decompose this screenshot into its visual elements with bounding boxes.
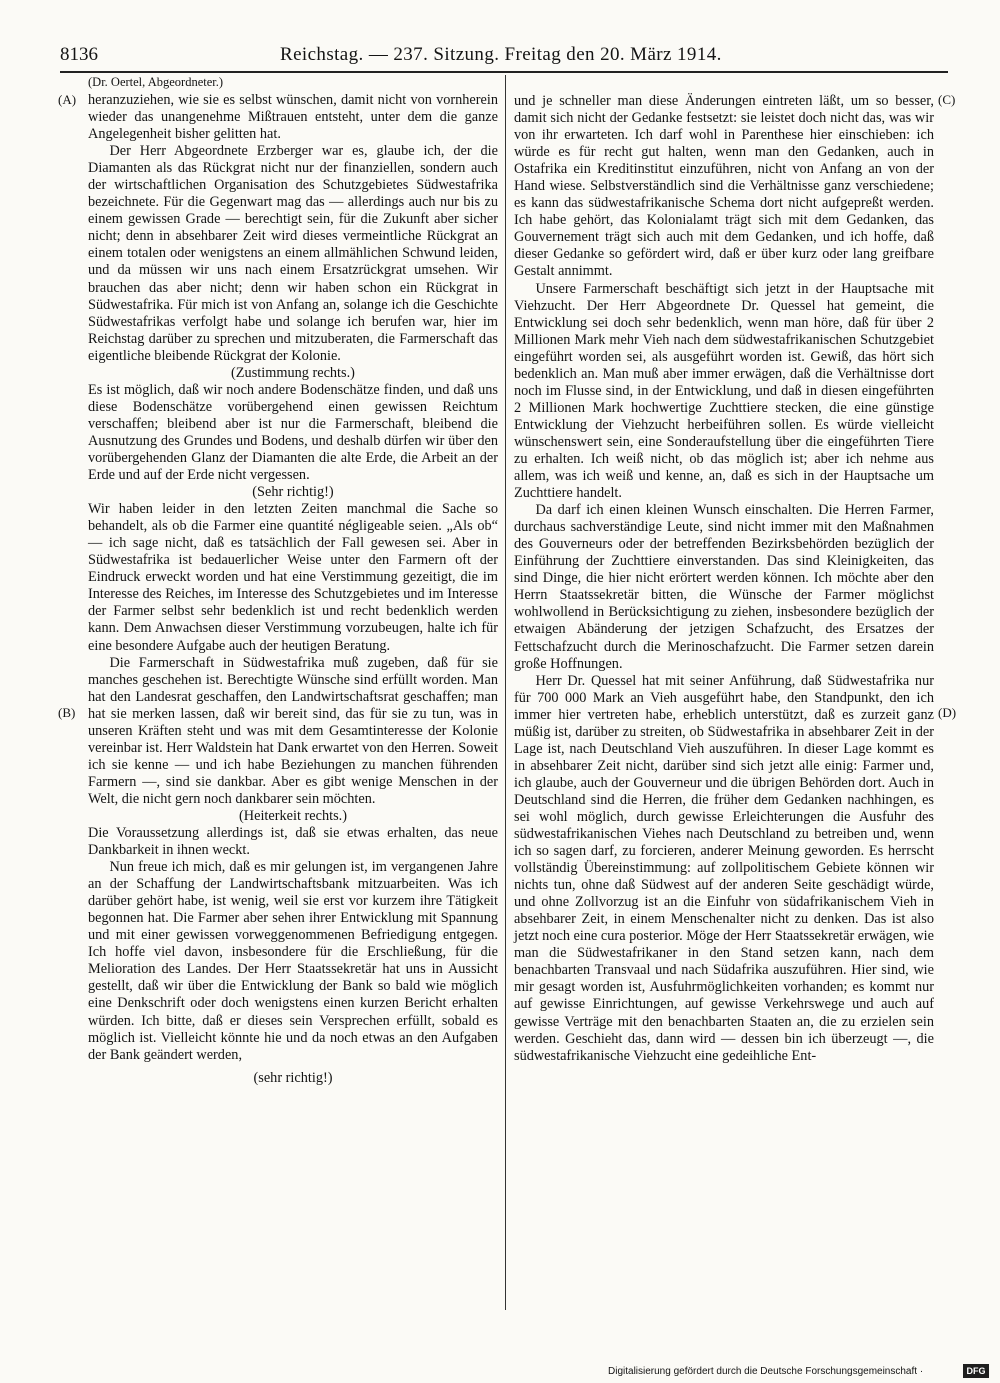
page-number: 8136: [60, 44, 98, 65]
left-column: [88, 92, 498, 1087]
paragraph: Herr Dr. Quessel hat mit seiner Anführung, daß Südwestafrika nur für 700 000 Mark an Vieh ausgeführt habe, den Standpunkt, den ich immer hier vertreten habe, erheblich unterstützt, daß es zurzeit ganz müßig ist, darüber zu streiten, ob Südwestafrika in absehbarer Zeit in der Lage ist, nach Deutschland Vieh auszuführen. In dieser Lage kommt es in absehbarer Zeit nicht, darüber sind sich jetzt alle einig: Farmer und, ich glaube, auch der Gouverneur und die übrigen Behörden dort. Auch in Deutschland sind die Herren, die früher dem Gedanken nachhingen, es sei wohl möglich, durch gewisse Erleichterungen die Ausfuhr des südwestafrikanischen Viehes nach Deutschland zu betreiben und, wenn ich so sagen darf, zu forcieren, anderer Meinung geworden. Es herrscht vollständig Übereinstimmung: auf zollpolitischem Gebiete können wir nichts tun, ohne daß Südwest auf der anderen Seite geschädigt würde, und ohne Zollvorzug ist an die Einfuhr von südafrikanischem Vieh in absehbarer Zeit, in einem Menschenalter nicht zu denken. Das ist also jetzt noch eine cura posterior. Möge der Herr Staatssekretär erwägen, wie man die Südwestafrikaner in den Stand setzen kann, nach dem benachbarten Transvaal und nach Südafrika auszuführen. Hier sind, wie mir gesagt worden ist, Ausfuhrmöglichkeiten vorhanden; es kommt nur auf gewisse Einrichtungen, auf gewisse Verkehrswege und auch auf gewisse Verträge mit den benachbarten Staaten an, die zu erzielen sein werden. Geschieht das, dann wird — dessen bin ich überzeugt —, die südwestafrikanische Viehzucht eine gedeihliche Ent-: [514, 672, 934, 1064]
digitization-credit: Digitalisierung gefördert durch die Deutsche Forschungsgemeinschaft ·: [608, 1366, 924, 1377]
interjection: (Sehr richtig!): [252, 484, 334, 501]
paragraph: Da darf ich einen kleinen Wunsch einschalten. Die Herren Farmer, durchaus sachverständige Leute, sind nicht immer mit den Maßnahmen des Gouverneurs oder der betreffenden Bezirksbehörden bezüglich der Einführung der Zuchttiere einverstanden. Das sind Kleinigkeiten, das sind Dinge, die hier nicht erörtert werden können. Ich möchte aber den Herrn Staatssekretär bitten, die Wünsche der Farmer möglichst wohlwollend in Berücksichtigung zu ziehen, insbesondere bezüglich der etwaigen Abänderung der jetzigen Schafzucht, des Ersatzes der Fettschafzucht durch die Merinoschafzucht. Die Farmer setzen darein große Hoffnungen.: [514, 502, 934, 672]
paragraph: heranzuziehen, wie sie es selbst wünschen, damit nicht von vornherein wieder das unangenehme Mißtrauen entsteht, unter dem die ganze Angelegenheit bisher gelitten hat.: [88, 92, 498, 143]
paragraph: Unsere Farmerschaft beschäftigt sich jetzt in der Hauptsache mit Viehzucht. Der Herr Abgeordnete Dr. Quessel hat gemeint, die Entwicklung sei doch sehr bedenklich, wenn man höre, daß für über 2 Millionen Mark mehr Vieh nach dem südwestafrikanischen Schutzgebiet eingeführt worden sei, als ausgeführt worden ist. Gewiß, das hört sich bedenklich an. Man muß aber immer erwägen, daß die Verhältnisse dort noch im Flusse sind, in der Entwicklung, und daß in diesen eingeführten 2 Millionen Mark hochwertige Zuchttiere stecken, die eine günstige Entwicklung der Viehzucht herbeiführen sollen. Es würde vielleicht wünschenswert sein, eine Sonderaufstellung über die eingeführten Tiere zu erhalten. Ich weiß nicht, ob das möglich ist; aber ich nehme aus allem, was ich weiß und kenne, an, daß es sich in der Hauptsache um Zuchttiere handelt.: [514, 280, 934, 502]
interjection: (Zustimmung rechts.): [231, 364, 355, 381]
page-header: [60, 44, 950, 70]
running-head: Reichstag. — 237. Sitzung. Freitag den 20. März 1914.: [280, 44, 722, 65]
dfg-logo: DFG: [963, 1364, 989, 1378]
paragraph: Es ist möglich, daß wir noch andere Bodenschätze finden, und daß uns diese Bodenschätze vorübergehend einen gewissen Reichtum verschaffen; bleibend aber ist nur die Farmerschaft, bleibend die Ausnutzung des Grundes und Bodens, und deshalb dürfen wir über den vorübergehenden Glanz der Diamanten die alte Erde, die Arbeit an der Erde und auf der Erde nicht vergessen.: [88, 381, 498, 484]
margin-mark-a: (A): [58, 92, 77, 107]
paragraph: und je schneller man diese Änderungen eintreten läßt, um so besser, damit sich nicht der Gedanke festsetzt: sie leistet doch nicht das, was wir von ihr erwarteten. Ich darf wohl in Parenthese hier einschieben: ich würde es für recht gut halten, wenn man den Gedanken, auch in Ostafrika ein Kreditinstitut einzuführen, nicht von Anfang an von der Hand wiese. Selbstverständlich sind die Verhältnisse ganz verschiedene; es kann das südwestafrikanische Schema dort nicht aufgepreßt werden. Ich habe gehört, das Kolonialamt trägt sich mit dem Gedanken, das Gouvernement trägt sich auch mit dem Gedanken, und ich hoffe, daß dieser Gedanke so gefördert wird, daß er über kurz oder lang greifbare Gestalt annimmt.: [514, 93, 934, 280]
header-rule: [60, 71, 948, 73]
column-divider: [505, 75, 506, 1310]
paragraph: Nun freue ich mich, daß es mir gelungen ist, im vergangenen Jahre an der Schaffung der Landwirtschaftsbank mitzuarbeiten. Was ich darüber gehört habe, ist wenig, weil sie erst vor kurzem ihre Tätigkeit begonnen hat. Die Farmer aber sehen ihrer Entwicklung mit Spannung und mit einer gewissen vorweggenommenen Befriedigung entgegen. Ich hoffe viel davon, insbesondere für die Erschließung, für die Melioration des Landes. Der Herr Staatssekretär hat uns in Aussicht gestellt, daß wir über die Entwicklung der Bank so bald wie möglich eine Denkschrift oder doch wenigstens einen kurzen Bericht erhalten würden. Ich bitte, daß er dieses sein Versprechen erfüllt, sobald es möglich ist. Vielleicht könnte hie und da noch etwas an den Aufgaben der Bank geändert werden,: [88, 859, 498, 1063]
margin-mark-b: (B): [58, 705, 76, 720]
right-column: [514, 93, 934, 1065]
interjection: (sehr richtig!): [253, 1069, 333, 1086]
paragraph: Wir haben leider in den letzten Zeiten manchmal die Sache so behandelt, als ob die Farmer eine quantité négligeable seien. „Als ob“ — ich sage nicht, daß es tatsächlich der Fall gewesen sei. Aber in Südwestafrika ist bedauerlicher Weise unter den Farmern oft der Eindruck erweckt worden und hat eine Verstimmung gezeitigt, die im Interesse des Reiches, im Interesse des Schutzgebietes und im Interesse der Farmer selbst sehr bedenklich ist und recht bedenklich werden kann. Dem Anwachsen dieser Verstimmung vorzubeugen, halte ich für eine besondere Aufgabe auch der heutigen Beratung.: [88, 501, 498, 654]
margin-mark-c: (C): [938, 92, 956, 107]
margin-mark-d: (D): [938, 705, 957, 720]
speaker-label: (Dr. Oertel, Abgeordneter.): [88, 75, 224, 89]
paragraph: Die Voraussetzung allerdings ist, daß sie etwas erhalten, das neue Dankbarkeit in ihnen weckt.: [88, 825, 498, 859]
paragraph: Die Farmerschaft in Südwestafrika muß zugeben, daß für sie manches geschehen ist. Berechtigte Wünsche sind erfüllt worden. Man hat den Landesrat geschaffen, den Landwirtschaftsrat geschaffen; man hat sie merken lassen, daß wir bereit sind, das für sie zu tun, was in unseren Kräften steht und was mit dem Gesamtinteresse der Kolonie vereinbar ist. Herr Waldstein hat Dank erwartet von den Herren. Soweit ich sie kenne — und ich habe Beziehungen zu manchen führenden Farmern —, sind sie dankbar. Aber es gibt wenige Menschen in der Welt, die nicht gern noch dankbarer sein möchten.: [88, 654, 498, 807]
paragraph: Der Herr Abgeordnete Erzberger war es, glaube ich, der die Diamanten als das Rückgrat nicht nur der finanziellen, sondern auch der wirtschaftlichen Organisation des Schutzgebietes Südwestafrika bezeichnete. Für die Gegenwart mag das — allerdings auch nur bis zu einem gewissen Grade — berechtigt sein, für die Zukunft aber sicher nicht; denn in absehbarer Zeit wird dieses vermeintliche Rückgrat an einem totalen oder wenigstens an einem allmählichen Schwund leiden, und da müssen wir uns nach einem Ersatzrückgrat umsehen. Wir brauchen das aber nicht; denn wir haben schon ein Rückgrat in Südwestafrika. Für mich ist von Anfang an, solange ich die Geschichte Südwestafrikas verfolgt habe und solange ich berufen war, hier im Reichstag darüber zu sprechen und mitzuberaten, die Farmerschaft das eigentliche bleibende Rückgrat der Kolonie.: [88, 143, 498, 364]
interjection: (Heiterkeit rechts.): [239, 807, 347, 824]
